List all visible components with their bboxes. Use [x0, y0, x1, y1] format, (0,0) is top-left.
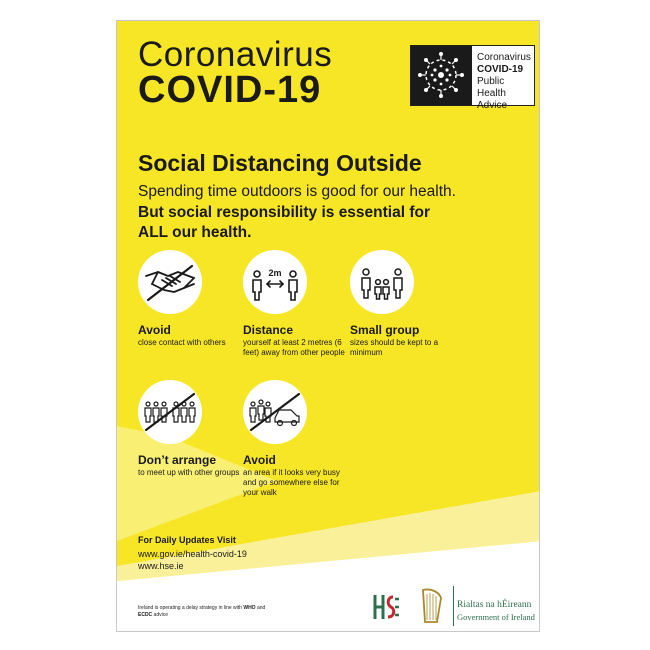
intro-line-1: Spending time outdoors is good for our health.: [138, 183, 456, 200]
footnote-mid: and: [255, 605, 266, 611]
public-health-badge: [410, 45, 535, 111]
tip-title: Distance: [243, 323, 294, 337]
badge-line-4: Advice: [477, 100, 508, 111]
tip-title: Small group: [350, 323, 420, 337]
footnote-pre: Ireland is operating a delay strategy in line with: [138, 605, 244, 611]
badge-line-3: Public Health: [477, 76, 506, 99]
government-irish: Rialtas na hÉireann: [457, 600, 532, 610]
tip-avoid-busy-area: [243, 380, 353, 498]
link-gov-ie[interactable]: www.gov.ie/health-covid-19: [138, 549, 247, 559]
tip-dont-arrange: [138, 380, 248, 478]
badge-text: [477, 52, 534, 112]
footnote: [138, 605, 268, 619]
hse-logo: [371, 591, 401, 623]
distance-label: 2m: [268, 268, 282, 278]
updates-heading: For Daily Updates Visit: [138, 535, 236, 545]
harp-icon: [417, 586, 445, 626]
tip-description: to meet up with other groups: [138, 468, 240, 477]
tip-small-group: [350, 250, 460, 358]
tip-avoid-contact: [138, 250, 248, 348]
tip-description: sizes should be kept to a minimum: [350, 338, 439, 357]
tip-title: Avoid: [138, 323, 171, 337]
tip-title: Don’t arrange: [138, 453, 217, 467]
link-hse-ie[interactable]: www.hse.ie: [138, 561, 184, 571]
groups-crossed-icon: [138, 380, 202, 444]
footnote-who: WHO: [243, 605, 256, 611]
tip-description: close contact with others: [138, 338, 226, 347]
busy-area-crossed-icon: [243, 380, 307, 444]
handshake-crossed-icon: [138, 250, 202, 314]
tip-description: an area if it looks very busy and go somewhere else for your walk: [243, 468, 340, 497]
two-metre-distance-icon: [243, 250, 307, 314]
poster: [116, 20, 540, 632]
footnote-post: advice: [152, 612, 169, 618]
page-heading: Social Distancing Outside: [138, 150, 422, 176]
tip-description: yourself at least 2 metres (6 feet) away from other people: [243, 338, 345, 357]
small-group-icon: [350, 250, 414, 314]
footnote-ecdc: ECDC: [138, 612, 153, 618]
tip-distance: [243, 250, 353, 358]
tip-title: Avoid: [243, 453, 276, 467]
government-english: Government of Ireland: [457, 612, 535, 622]
intro-line-2: But social responsibility is essential for ALL our health.: [138, 204, 431, 241]
virus-icon: [411, 46, 472, 105]
title-line-2: COVID-19: [138, 69, 322, 111]
logo-divider: [453, 586, 454, 626]
badge-line-2: COVID-19: [477, 64, 524, 75]
title-line-1: Coronavirus: [138, 35, 333, 74]
badge-line-1: Coronavirus: [477, 52, 531, 63]
